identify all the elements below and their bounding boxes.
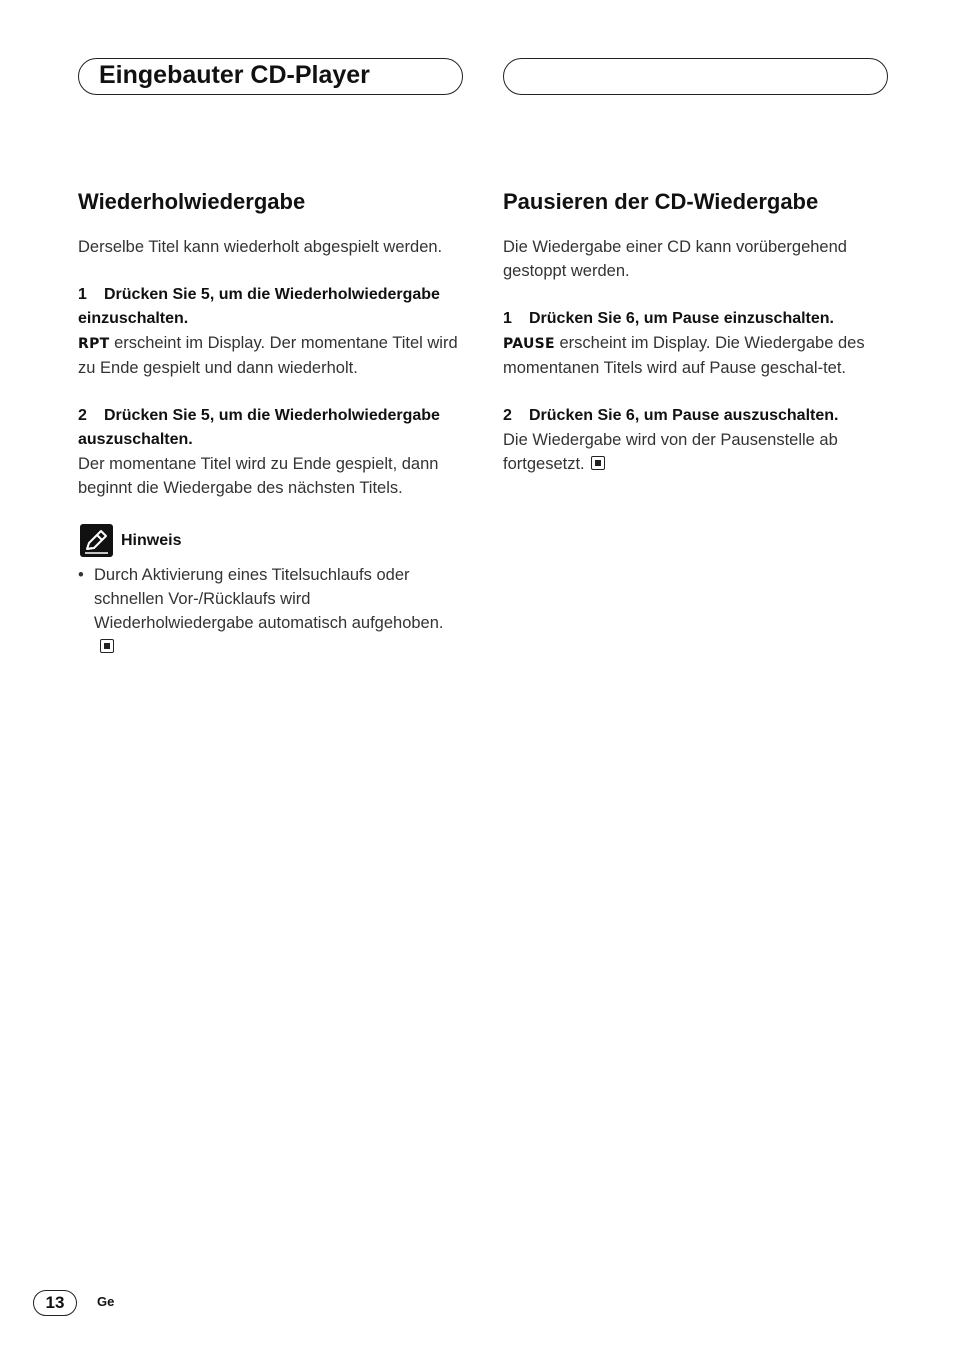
step-body-text: Der momentane Titel wird zu Ende gespielt, dann beginnt die Wiedergabe des nächsten Titels.: [78, 455, 439, 497]
step-number: 2: [503, 407, 512, 424]
step-body-text: erscheint im Display. Der momentane Titel wird zu Ende gespielt und dann wiederholt.: [78, 334, 458, 377]
display-indicator: PAUSE: [503, 336, 555, 352]
left-column: [78, 188, 463, 659]
step-2: [78, 404, 463, 500]
page-number: 13: [33, 1290, 77, 1316]
note-pen-icon: [80, 524, 113, 557]
language-code: Ge: [97, 1294, 115, 1309]
step-2: [503, 404, 888, 476]
intro-text: Derselbe Titel kann wiederholt abgespielt werden.: [78, 238, 443, 256]
note-text: [94, 563, 463, 659]
right-column: [503, 188, 888, 500]
step-heading: [503, 307, 888, 331]
step-heading: [78, 404, 463, 452]
end-of-section-icon: [100, 639, 114, 653]
step-instruction: Drücken Sie 6, um Pause einzuschalten.: [529, 310, 834, 327]
step-body: [503, 428, 888, 476]
intro-text: Die Wiedergabe einer CD kann vorübergehend gestoppt werden.: [503, 238, 847, 280]
note-text-content: Durch Aktivierung eines Titelsuchlaufs oder schnellen Vor-/Rücklaufs wird Wiederholwiedergabe automatisch aufgehoben.: [94, 566, 444, 632]
chapter-tab-empty: [503, 58, 888, 95]
note-item: [78, 563, 463, 659]
end-of-section-icon: [591, 456, 605, 470]
step-body: [78, 331, 463, 380]
step-body-text: erscheint im Display. Die Wiedergabe des momentanen Titels wird auf Pause geschal-tet.: [503, 334, 865, 377]
chapter-title: Eingebauter CD-Player: [99, 61, 370, 89]
step-heading: [78, 283, 463, 331]
section-title-pause: Pausieren der CD-Wiedergabe: [503, 189, 819, 214]
step-number: 1: [78, 286, 87, 303]
chapter-tab: [78, 58, 463, 95]
step-1: [503, 307, 888, 380]
step-body-text: Die Wiedergabe wird von der Pausenstelle ab fortgesetzt.: [503, 431, 838, 473]
bullet: •: [78, 566, 84, 584]
display-indicator: RPT: [78, 336, 110, 352]
step-heading: [503, 404, 888, 428]
step-instruction: Drücken Sie 5, um die Wiederholwiedergabe einzuschalten.: [78, 286, 440, 327]
step-body: [503, 331, 888, 380]
step-instruction: Drücken Sie 6, um Pause auszuschalten.: [529, 407, 839, 424]
step-instruction: Drücken Sie 5, um die Wiederholwiedergabe auszuschalten.: [78, 407, 440, 448]
step-number: 2: [78, 407, 87, 424]
step-number: 1: [503, 310, 512, 327]
note-header: [78, 524, 463, 557]
note-label: Hinweis: [121, 531, 182, 549]
step-1: [78, 283, 463, 380]
section-title-repeat: Wiederholwiedergabe: [78, 189, 306, 214]
